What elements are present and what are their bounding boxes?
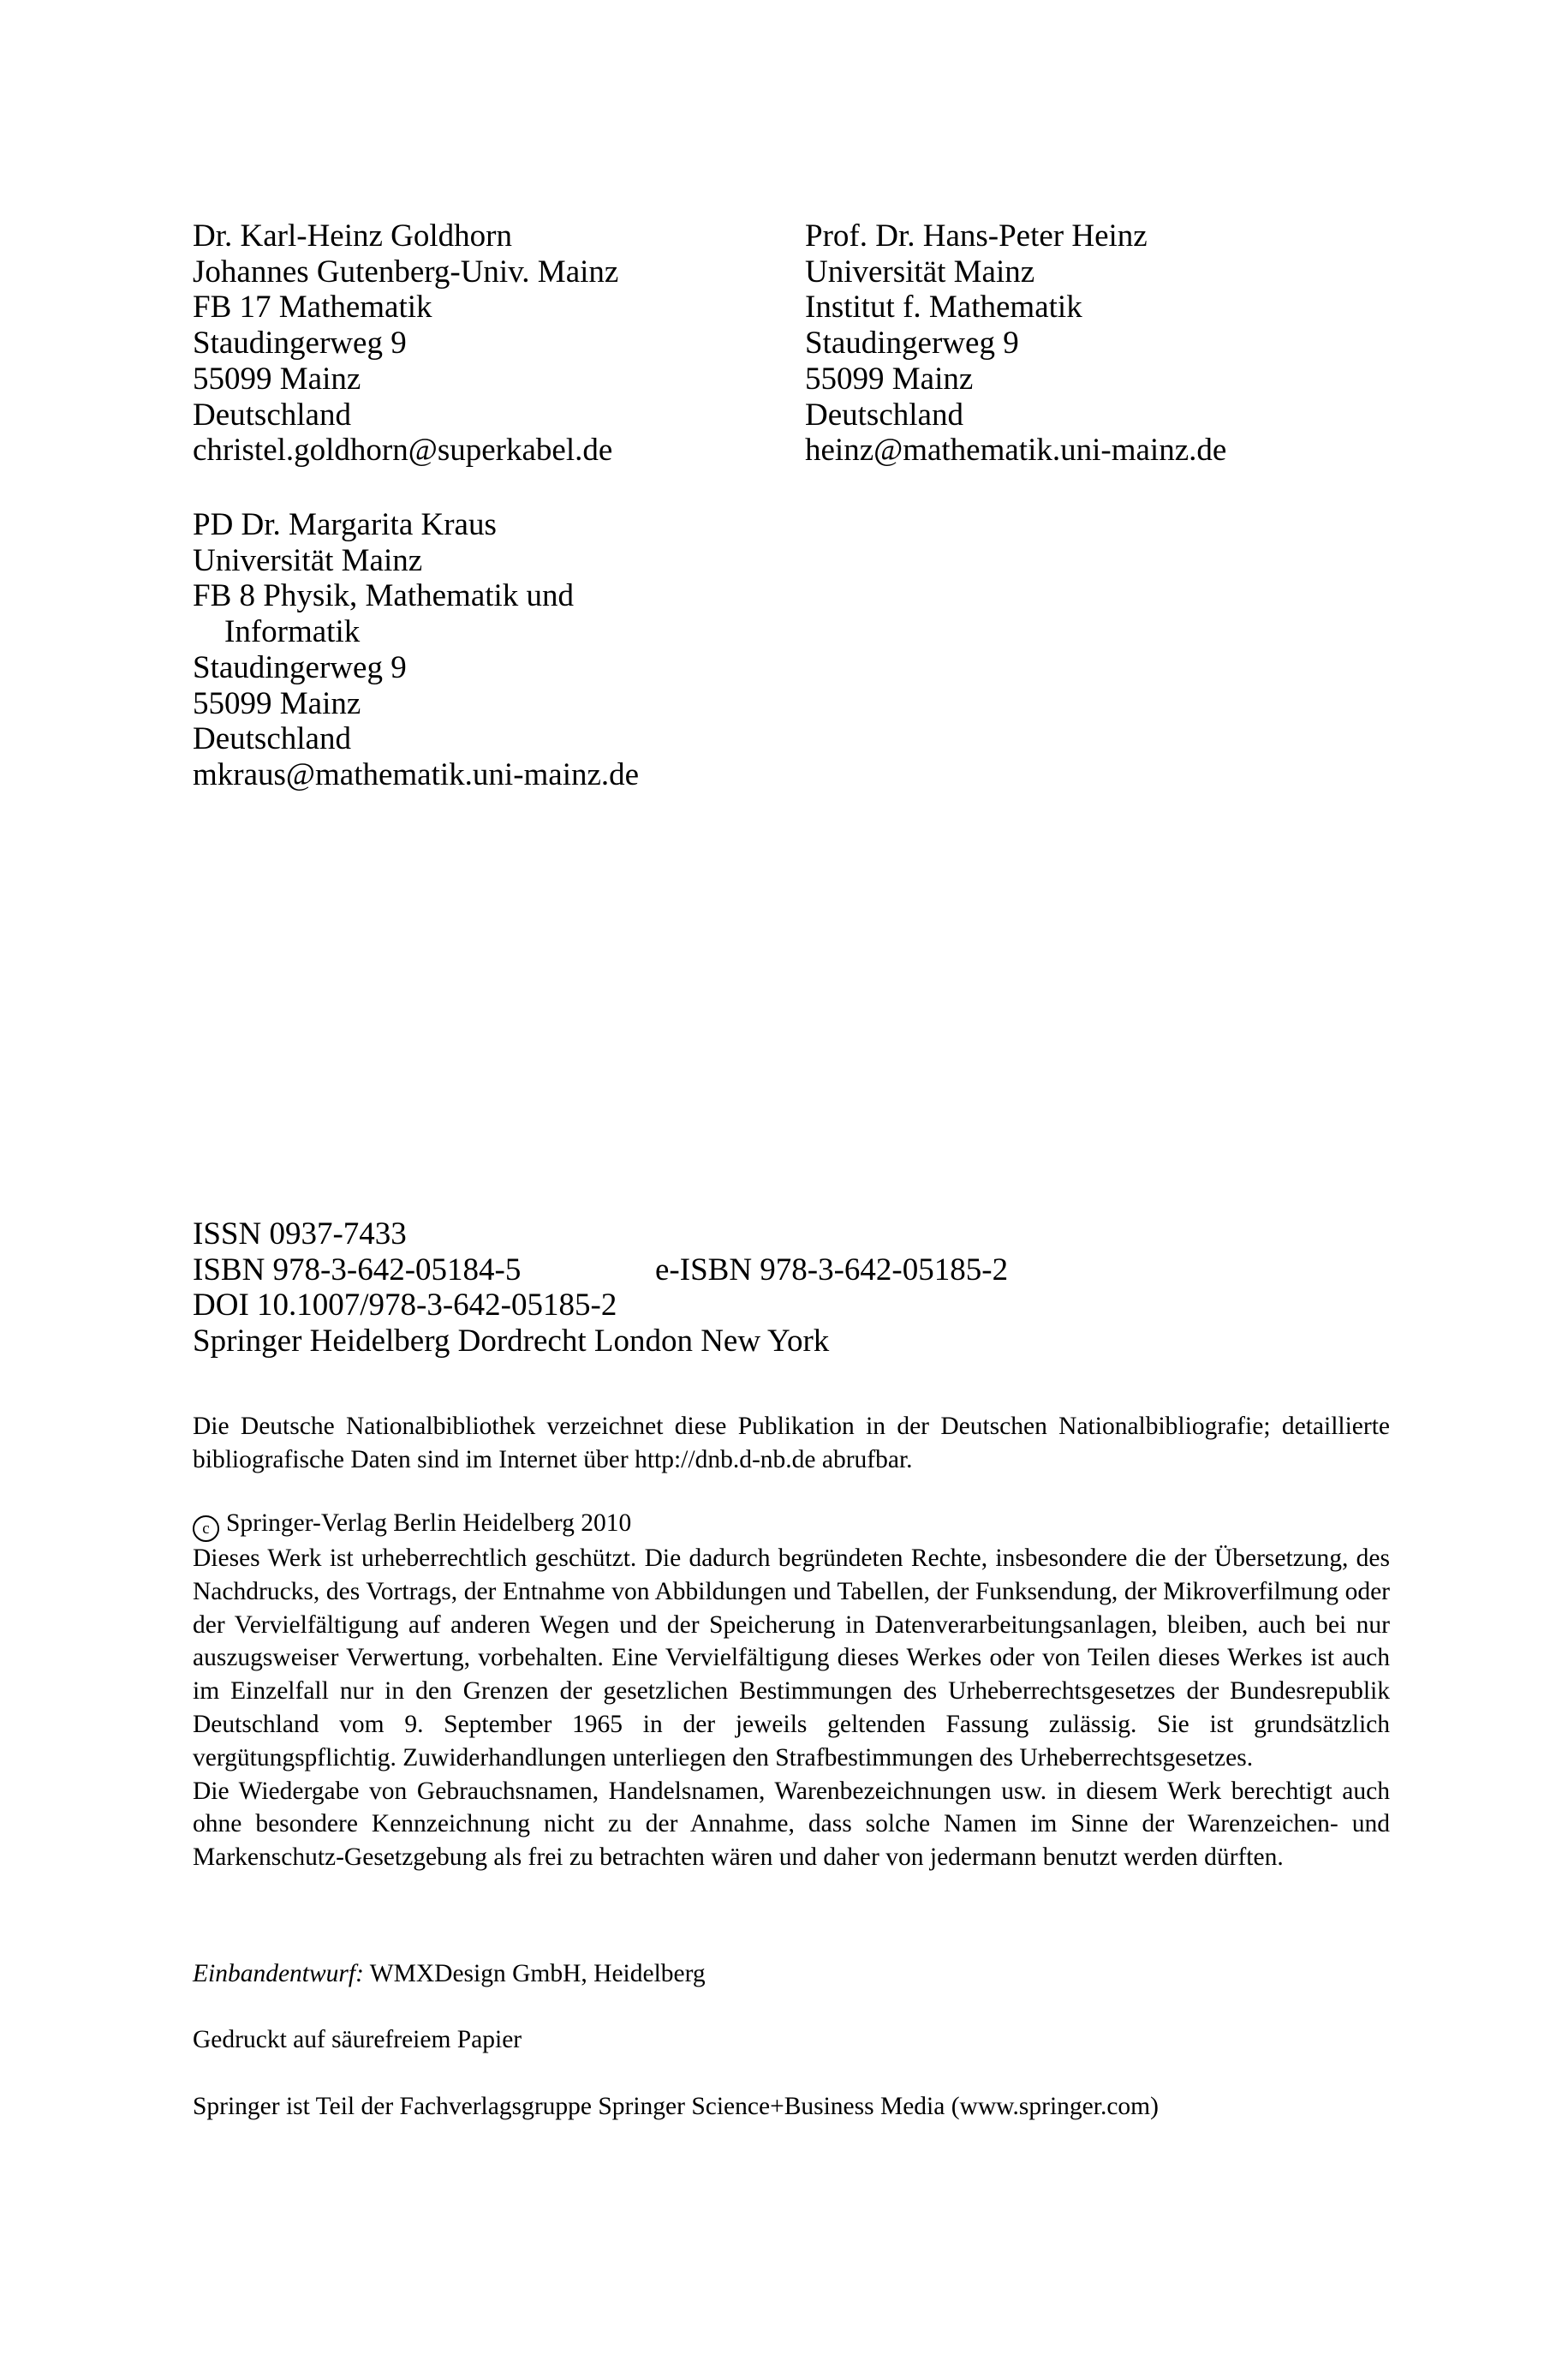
copyright-block xyxy=(193,1507,1390,1874)
dnb-notice-text: Die Deutsche Nationalbibliothek verzeichnet diese Publikation in der Deutschen Nationalbibliografie; detaillierte bibliografische Daten sind im Internet über http://dnb.d-nb.de abrufbar. xyxy=(193,1413,1390,1473)
dnb-notice xyxy=(193,1410,1390,1477)
copyright-line xyxy=(193,1507,1390,1542)
springer-group-text: Springer ist Teil der Fachverlagsgruppe Springer Science+Business Media (www.springer.com) xyxy=(193,2093,1159,2120)
address-line: Informatik xyxy=(224,614,361,650)
cover-design-label: Einbandentwurf: xyxy=(193,1960,364,1987)
address-line: 55099 Mainz xyxy=(193,361,361,397)
eisbn: e-ISBN 978-3-642-05185-2 xyxy=(655,1252,1009,1288)
publisher-line: Springer Heidelberg Dordrecht London New York xyxy=(193,1323,830,1359)
copyright-holder: Springer-Verlag Berlin Heidelberg 2010 xyxy=(226,1509,632,1537)
address-line: Universität Mainz xyxy=(193,542,423,578)
address-line: Deutschland xyxy=(193,397,351,433)
address-line: Johannes Gutenberg-Univ. Mainz xyxy=(193,254,619,290)
address-line: FB 17 Mathematik xyxy=(193,290,432,326)
address-line: FB 8 Physik, Mathematik und xyxy=(193,578,575,614)
author-name: PD Dr. Margarita Kraus xyxy=(193,507,497,542)
address-line: 55099 Mainz xyxy=(193,685,361,721)
issn: ISSN 0937-7433 xyxy=(193,1216,407,1252)
isbn: ISBN 978-3-642-05184-5 xyxy=(193,1252,522,1288)
author-address-kraus xyxy=(193,507,639,793)
copyright-paragraph-2: Die Wiedergabe von Gebrauchsnamen, Handelsnamen, Warenbezeichnungen usw. in diesem Werk berechtigt auch ohne besondere Kennzeichnung nicht zu der Annahme, dass solche Namen im Sinne der Warenzeichen- und Markenschutz-Gesetzgebung als frei zu betrachten wären und daher von jedermann benutzt werden dürften. xyxy=(193,1777,1390,1872)
address-line: Staudingerweg 9 xyxy=(805,326,1019,361)
author-name: Prof. Dr. Hans-Peter Heinz xyxy=(805,218,1148,254)
address-line: Staudingerweg 9 xyxy=(193,649,407,685)
author-name: Dr. Karl-Heinz Goldhorn xyxy=(193,218,512,254)
author-address-heinz xyxy=(805,218,1226,469)
author-address-goldhorn xyxy=(193,218,618,469)
address-line: Universität Mainz xyxy=(805,254,1035,290)
springer-group-notice xyxy=(193,2090,1390,2124)
address-line: Staudingerweg 9 xyxy=(193,326,407,361)
printed-on xyxy=(193,2023,1390,2057)
author-email: mkraus@mathematik.uni-mainz.de xyxy=(193,756,640,792)
cover-design-value: WMXDesign GmbH, Heidelberg xyxy=(369,1960,706,1987)
copyright-paragraph-1: Dieses Werk ist urheberrechtlich geschützt. Die dadurch begründeten Rechte, insbesondere die der Übersetzung, des Nachdrucks, des Vortrags, der Entnahme von Abbildungen und Tabellen, der Funksendung, der Mikroverfilmung oder der Vervielfältigung auf anderen Wegen und der Speicherung in Datenverarbeitungsanlagen, bleiben, auch bei nur auszugsweiser Verwertung, vorbehalten. Eine Vervielfältigung dieses Werkes oder von Teilen dieses Werkes ist auch im Einzelfall nur in den Grenzen der gesetzlichen Bestimmungen des Urheberrechtsgesetzes der Bundesrepublik Deutschland vom 9. September 1965 in der jeweils geltenden Fassung zulässig. Sie ist grundsätzlich vergütungspflichtig. Zuwiderhandlungen unterliegen den Strafbestimmungen des Urheberrechtsgesetzes. xyxy=(193,1545,1390,1772)
cover-design xyxy=(193,1957,1390,1991)
address-line: Deutschland xyxy=(193,721,351,757)
copyright-icon: c xyxy=(193,1515,219,1542)
address-line: Institut f. Mathematik xyxy=(805,290,1082,326)
isbn-row xyxy=(193,1252,1392,1288)
address-line: 55099 Mainz xyxy=(805,361,974,397)
author-email: heinz@mathematik.uni-mainz.de xyxy=(805,433,1227,469)
author-email: christel.goldhorn@superkabel.de xyxy=(193,433,613,469)
printed-on-text: Gedruckt auf säurefreiem Papier xyxy=(193,2026,522,2053)
publication-identifiers xyxy=(193,1216,1392,1359)
address-line: Deutschland xyxy=(805,397,963,433)
doi: DOI 10.1007/978-3-642-05185-2 xyxy=(193,1288,617,1323)
